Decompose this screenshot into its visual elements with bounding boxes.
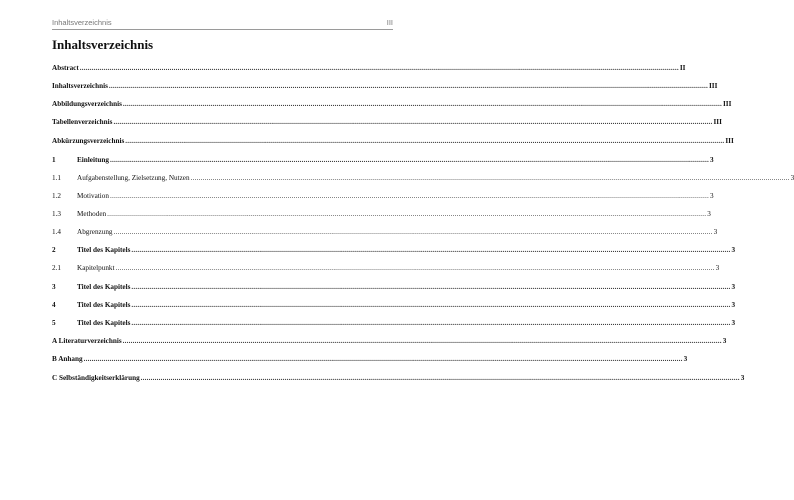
toc-entry-label: A Literaturverzeichnis [52,337,122,345]
toc-dot-leader: ............................................................................................................................................................................................................................................................................................................ [131,246,731,254]
toc-entry-page: 3 [713,228,718,236]
toc-entry-label: Titel des Kapitels [77,301,131,309]
toc-entry-label: Motivation [77,192,109,200]
page-title: Inhaltsverzeichnis [52,37,154,52]
toc-dot-leader: ............................................................................................................................................................................................................................................................................................................ [83,355,683,363]
toc-entry-number: 5 [52,319,56,327]
toc-entry[interactable] [52,172,794,183]
toc-entry-number: 4 [52,301,56,309]
toc-entry[interactable] [52,353,688,364]
toc-entry[interactable] [52,317,736,328]
toc-entry-label: Titel des Kapitels [77,283,131,291]
toc-entry-page: 3 [740,374,745,382]
toc-dot-leader: ............................................................................................................................................................................................................................................................................................................ [131,319,731,327]
toc-entry[interactable] [52,335,727,346]
toc-dot-leader: ............................................................................................................................................................................................................................................................................................................ [109,192,710,200]
toc-dot-leader: ............................................................................................................................................................................................................................................................................................................ [107,210,707,218]
toc-entry[interactable] [52,372,745,383]
toc-dot-leader: ............................................................................................................................................................................................................................................................................................................ [113,118,713,126]
toc-entry-number: 1 [52,156,56,164]
toc-entry-page: 3 [731,283,736,291]
toc-entry[interactable] [52,154,714,165]
toc-entry[interactable] [52,116,722,127]
toc-entry-page: III [725,137,734,145]
page-header [52,17,393,30]
toc-entry-label: Abkürzungsverzeichnis [52,137,125,145]
toc-dot-leader: ............................................................................................................................................................................................................................................................................................................ [131,301,731,309]
toc-dot-leader: ............................................................................................................................................................................................................................................................................................................ [140,374,740,382]
toc-entry[interactable] [52,262,720,273]
toc-entry[interactable] [52,244,736,255]
toc-dot-leader: ............................................................................................................................................................................................................................................................................................................ [131,283,731,291]
toc-entry[interactable] [52,98,732,109]
toc-entry-label: Titel des Kapitels [77,246,131,254]
toc-entry[interactable] [52,281,736,292]
toc-entry-label: Abbildungsverzeichnis [52,100,122,108]
toc-entry[interactable] [52,208,711,219]
toc-entry-page: 3 [710,192,714,200]
header-page-number: III [386,18,393,27]
toc-dot-leader: ............................................................................................................................................................................................................................................................................................................ [122,337,722,345]
toc-entry-number: 2 [52,246,56,254]
toc-entry-label: B Anhang [52,355,83,363]
toc-dot-leader: ............................................................................................................................................................................................................................................................................................................ [113,228,713,236]
toc-entry-label: Tabellenverzeichnis [52,118,113,126]
toc-dot-leader: ............................................................................................................................................................................................................................................................................................................ [115,264,715,272]
toc-entry-label: Titel des Kapitels [77,319,131,327]
toc-entry-number: 2.1 [52,264,61,272]
toc-entry[interactable] [52,62,686,73]
toc-entry-label: Kapitelpunkt [77,264,115,272]
toc-entry-page: 3 [710,156,714,164]
toc-dot-leader: ............................................................................................................................................................................................................................................................................................................ [190,174,790,182]
header-title: Inhaltsverzeichnis [52,18,112,27]
toc-entry[interactable] [52,299,736,310]
toc-entry-label: C Selbständigkeitserklärung [52,374,140,382]
toc-dot-leader: ............................................................................................................................................................................................................................................................................................................ [109,156,710,164]
toc-entry-page: 3 [683,355,688,363]
toc-entry-page: 3 [715,264,720,272]
toc-entry-page: III [708,82,718,90]
toc-entry[interactable] [52,135,734,146]
toc-entry[interactable] [52,226,718,237]
toc-dot-leader: ............................................................................................................................................................................................................................................................................................................ [125,137,725,145]
toc-entry-number: 1.4 [52,228,61,236]
toc-entry-label: Einleitung [77,156,109,164]
toc-entry[interactable] [52,190,714,201]
toc-entry-number: 1.1 [52,174,61,182]
toc-entry-label: Aufgabenstellung, Zielsetzung, Nutzen [77,174,190,182]
toc-entry-label: Abstract [52,64,79,72]
toc-entry-label: Inhaltsverzeichnis [52,82,108,90]
toc-entry-page: 3 [731,319,736,327]
toc-entry-page: III [722,100,732,108]
toc-entry-label: Abgrenzung [77,228,113,236]
toc-entry-number: 1.3 [52,210,61,218]
toc-dot-leader: ............................................................................................................................................................................................................................................................................................................ [122,100,722,108]
toc-entry-page: 3 [722,337,727,345]
toc-entry-page: II [679,64,686,72]
toc-entry-page: 3 [790,174,794,182]
toc-entry-number: 1.2 [52,192,61,200]
toc-entry-page: III [713,118,722,126]
toc-entry-page: 3 [707,210,711,218]
toc-entry-page: 3 [731,246,736,254]
toc-entry-label: Methoden [77,210,107,218]
toc-dot-leader: ............................................................................................................................................................................................................................................................................................................ [79,64,679,72]
toc-entry-page: 3 [731,301,736,309]
toc-entry[interactable] [52,80,718,91]
toc-entry-number: 3 [52,283,56,291]
toc-dot-leader: ............................................................................................................................................................................................................................................................................................................ [108,82,708,90]
